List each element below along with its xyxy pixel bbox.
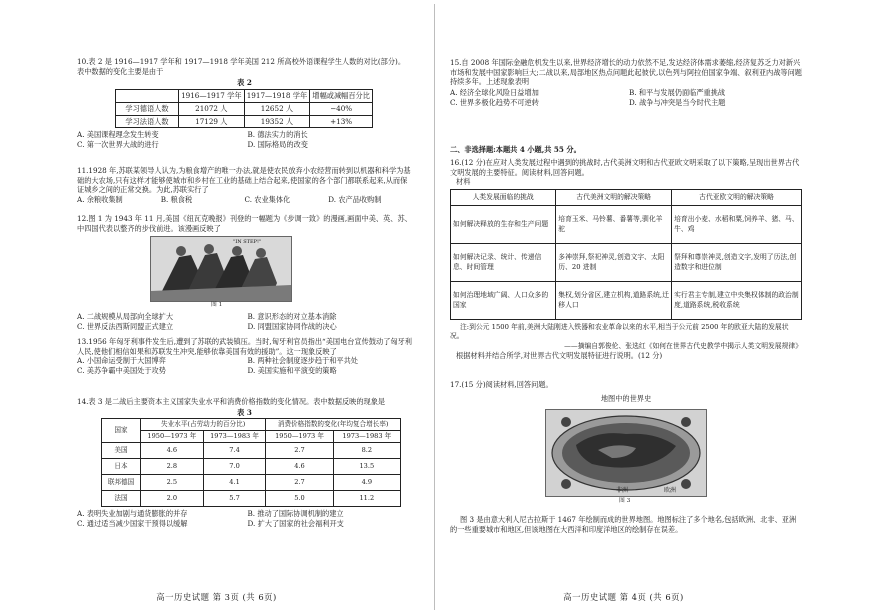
q16-task: 根据材料并结合所学,对世界古代文明发展特征进行说明。(12 分) (456, 350, 663, 360)
question-12 (77, 214, 412, 233)
material-note: 注:到公元 1500 年前,美洲大陆刚进入铁器和农业革命以来的水平,相当于公元前 2500 年的欧亚大陆的发展状况。 (450, 323, 789, 341)
table-cell: −40% (310, 102, 373, 115)
table-row (451, 190, 802, 206)
q12-stem: 12.图 1 为 1943 年 11 月,美国《纽瓦克晚报》刊登的一幅题为《步调一致》的漫画,画面中美、英、苏、中四国代表以整齐的步伐前进。该漫画反映了 (77, 214, 412, 233)
table-header: 国家 (102, 419, 141, 443)
q16-stem: 16.(12 分)在应对人类发展过程中遇到的挑战时,古代美洲文明和古代亚欧文明采取了以下策略,呈现出世界古代文明发展的主要特征。阅读材料,回答问题。 (450, 158, 800, 177)
option-a: A. 经济全球化风险日益增加 (450, 88, 539, 98)
question-16 (450, 158, 802, 360)
option-d: D. 美国实施和平演变的策略 (247, 366, 337, 376)
table-row (116, 90, 373, 103)
left-page (0, 0, 433, 614)
table-header: 1973—1983 年 (203, 431, 266, 443)
table-cell: 2.0 (141, 491, 204, 507)
table-cell: 4.1 (203, 475, 266, 491)
table-3 (101, 418, 401, 507)
material-table (450, 189, 802, 320)
q15-options (450, 88, 802, 107)
option-a: A. 表明失业加剧与通货膨胀的并存 (77, 509, 188, 519)
table-row (102, 459, 401, 475)
table-row (102, 443, 401, 459)
question-17 (450, 380, 802, 403)
table-cell: 日本 (102, 459, 141, 475)
option-c: C. 世界多极化趋势不可逆转 (450, 97, 539, 107)
material-source: ——摘编自郭俊伦、张选红《如何在世界古代史教学中揭示人类文明发展规律》 (564, 341, 802, 350)
table-header: 古代亚欧文明的解决策略 (672, 190, 802, 206)
option-b: B. 粮食税 (160, 195, 193, 205)
table-cell: 13.5 (333, 459, 400, 475)
table-header: 1973—1983 年 (333, 431, 400, 443)
option-c: C. 农业集体化 (244, 195, 291, 205)
question-15 (450, 58, 802, 108)
table-cell: 培育出小麦、水稻和粟,饲养羊、猪、马、牛、鸡 (672, 206, 802, 244)
page-4-footer: 高一历史试题 第 4页 (共 6页) (563, 592, 684, 602)
table-cell: 2.5 (141, 475, 204, 491)
world-map-figure-3 (545, 409, 707, 497)
q14-stem: 14.表 3 是二战后主要资本主义国家失业水平和消费价格指数的变化情况。表中数据反映的现象是 (77, 397, 386, 406)
table-header: 增幅或减幅百分比 (310, 90, 373, 103)
table-cell: 17129 人 (179, 115, 245, 128)
table-cell: 实行君主专制,建立中央集权体制的政治制度,道路系统,税收系统 (672, 282, 802, 320)
q17-title: 地图中的世界史 (600, 393, 652, 403)
table-cell: 21072 人 (179, 102, 245, 115)
option-d: D. 农产品收购制 (328, 195, 382, 205)
figure-3-caption: 图 3 (619, 498, 631, 504)
table-header: 失业水平(占劳动力的百分比) (141, 419, 266, 431)
table-cell: 学习德语人数 (116, 102, 179, 115)
option-a: A. 余粮收集制 (77, 195, 123, 205)
table-cell: 4.6 (266, 459, 333, 475)
table-header: 1950—1973 年 (141, 431, 204, 443)
option-b: B. 推动了国际协调机制的建立 (247, 509, 344, 519)
world-map-image (546, 410, 706, 496)
table-row (451, 282, 802, 320)
question-11 (77, 166, 412, 205)
table-cell: 法国 (102, 491, 141, 507)
table-row (102, 491, 401, 507)
cartoon-figure-1 (150, 236, 292, 302)
table-header: 消费价格指数的变化(年均复合增长率) (266, 419, 401, 431)
right-page (437, 0, 870, 614)
table-cell: 2.8 (141, 459, 204, 475)
q10-options (77, 130, 412, 149)
q13-options (77, 356, 412, 375)
table-cell: 19352 人 (244, 115, 310, 128)
table-row (451, 206, 802, 244)
page-3-footer: 高一历史试题 第 3页 (共 6页) (156, 592, 277, 602)
option-c: C. 第一次世界大战的进行 (77, 140, 159, 150)
table-header (116, 90, 179, 103)
map-label-europe: 欧洲 (664, 487, 677, 494)
table-header: 1916—1917 学年 (179, 90, 245, 103)
table-cell: 美国 (102, 443, 141, 459)
table-cell: 集权,划分省区,建立机构,道路系统,迁移人口 (556, 282, 672, 320)
option-d: D. 国际格局的改变 (247, 140, 308, 150)
table-cell: 2.7 (266, 443, 333, 459)
page-divider (434, 4, 435, 610)
table-cell: 2.7 (266, 475, 333, 491)
q17-description: 图 3 是由意大利人尼古拉斯于 1467 年绘制而成的世界地图。地图标注了多个地名,包括欧洲、北非、亚洲的一些重要城市和地区,但该地图在大西洋和印度洋地区的绘制存在误差。 (450, 515, 797, 534)
option-c: C. 世界反法西斯同盟正式建立 (77, 321, 174, 331)
q14-options (77, 509, 412, 528)
option-b: B. 和平与发展仍面临严重挑战 (629, 88, 726, 98)
option-c: C. 通过适当减少国家干预得以缓解 (77, 518, 188, 528)
table-header: 1950—1973 年 (266, 431, 333, 443)
table-row (451, 244, 802, 282)
table-cell: 7.4 (203, 443, 266, 459)
table-cell: 12652 人 (244, 102, 310, 115)
q11-stem: 11.1928 年,苏联某领导人认为,为粮食增产的唯一办法,就是使农民放弃小农经营而转到以机器和科学为基础的大农场,只有这样才能够使城市和乡村在工业的基础上结合起来,使国家的各个部门都联系起来,从而保证城乡之间的正常交换。为此,苏联实行了 (77, 166, 411, 195)
table-cell: 7.0 (203, 459, 266, 475)
option-a: A. 二战规模从局部向全球扩大 (77, 312, 174, 321)
q17-stem: 17.(15 分)阅读材料,回答问题。 (450, 380, 553, 389)
table-cell: 如何解决记录、统计、传递信息、时间管理 (451, 244, 556, 282)
table-cell: +13% (310, 115, 373, 128)
table-cell: 如何解决释放的生存和生产问题 (451, 206, 556, 244)
table-2-caption: 表 2 (237, 78, 252, 88)
table-cell: 祭拜和尊崇神灵,创造文字,发明了历法,创造数字和进位制 (672, 244, 802, 282)
map-label-africa: 非洲 (616, 487, 629, 494)
section-2-heading: 二、非选择题:本题共 4 小题,共 55 分。 (450, 145, 581, 154)
table-cell: 联邦德国 (102, 475, 141, 491)
table-cell: 8.2 (333, 443, 400, 459)
table-row (116, 102, 373, 115)
question-14 (77, 397, 412, 529)
table-cell: 4.9 (333, 475, 400, 491)
table-cell: 5.7 (203, 491, 266, 507)
q15-stem: 15.自 2008 年国际金融危机发生以来,世界经济增长的动力依然不足,发达经济体需求萎缩,经济复苏乏力对新兴市场和发展中国家影响巨大;二战以来,局部地区热点问题此起彼伏,以色列与阿拉伯国家争端、叙利亚内战等问题持续多年。上述现象表明 (450, 58, 802, 87)
option-c: C. 美苏争霸中美国处于攻势 (77, 366, 166, 376)
option-d: D. 战争与冲突是当今时代主题 (629, 97, 726, 107)
q13-stem: 13.1956 年匈牙利事件发生后,遭到了苏联的武装镇压。当时,匈牙利官员指出“美国电台宣传鼓动了匈牙利人民,使他们相信如果和苏联发生冲突,能够依靠美国有效的援助”。这一现象反映了 (77, 337, 412, 356)
option-d: D. 同盟国家协同作战的决心 (247, 321, 337, 331)
table-cell: 培育玉米、马铃薯、番薯等,驯化羊驼 (556, 206, 672, 244)
cartoon-title: "IN STEP!" (233, 239, 262, 245)
q12-options (77, 312, 412, 331)
cartoon-image (151, 237, 291, 301)
table-3-caption: 表 3 (237, 407, 252, 417)
option-b: B. 意识形态的对立基本消除 (247, 312, 337, 321)
table-cell: 如何治理地域广阔、人口众多的国家 (451, 282, 556, 320)
option-d: D. 扩大了国家的社会福利开支 (247, 518, 344, 528)
question-10 (77, 57, 412, 150)
option-a: A. 小国命运受制于大国博弈 (77, 356, 166, 366)
table-header: 1917—1918 学年 (244, 90, 310, 103)
option-a: A. 美国课程理念发生转变 (77, 130, 159, 140)
table-cell: 5.0 (266, 491, 333, 507)
table-row (102, 419, 401, 431)
table-cell: 学习法语人数 (116, 115, 179, 128)
table-row (102, 475, 401, 491)
table-header: 古代美洲文明的解决策略 (556, 190, 672, 206)
table-header: 人类发展面临的挑战 (451, 190, 556, 206)
table-cell: 4.6 (141, 443, 204, 459)
q10-stem: 10.表 2 是 1916—1917 学年和 1917—1918 学年美国 212 所高校外语课程学生人数的对比(部分)。表中数据的变化主要是由于 (77, 57, 406, 76)
figure-1-caption: 图 1 (211, 302, 223, 308)
table-row (116, 115, 373, 128)
table-cell: 11.2 (333, 491, 400, 507)
option-b: B. 两种社会制度逐步趋于和平共处 (247, 356, 358, 366)
table-cell: 多神崇拜,祭祀神灵,创造文字、太阳历、20 进制 (556, 244, 672, 282)
option-b: B. 德法实力的消长 (247, 130, 308, 140)
material-label: 材料 (456, 177, 471, 187)
question-13 (77, 337, 412, 376)
table-row (102, 431, 401, 443)
table-2 (115, 89, 373, 128)
q11-options (77, 195, 412, 205)
